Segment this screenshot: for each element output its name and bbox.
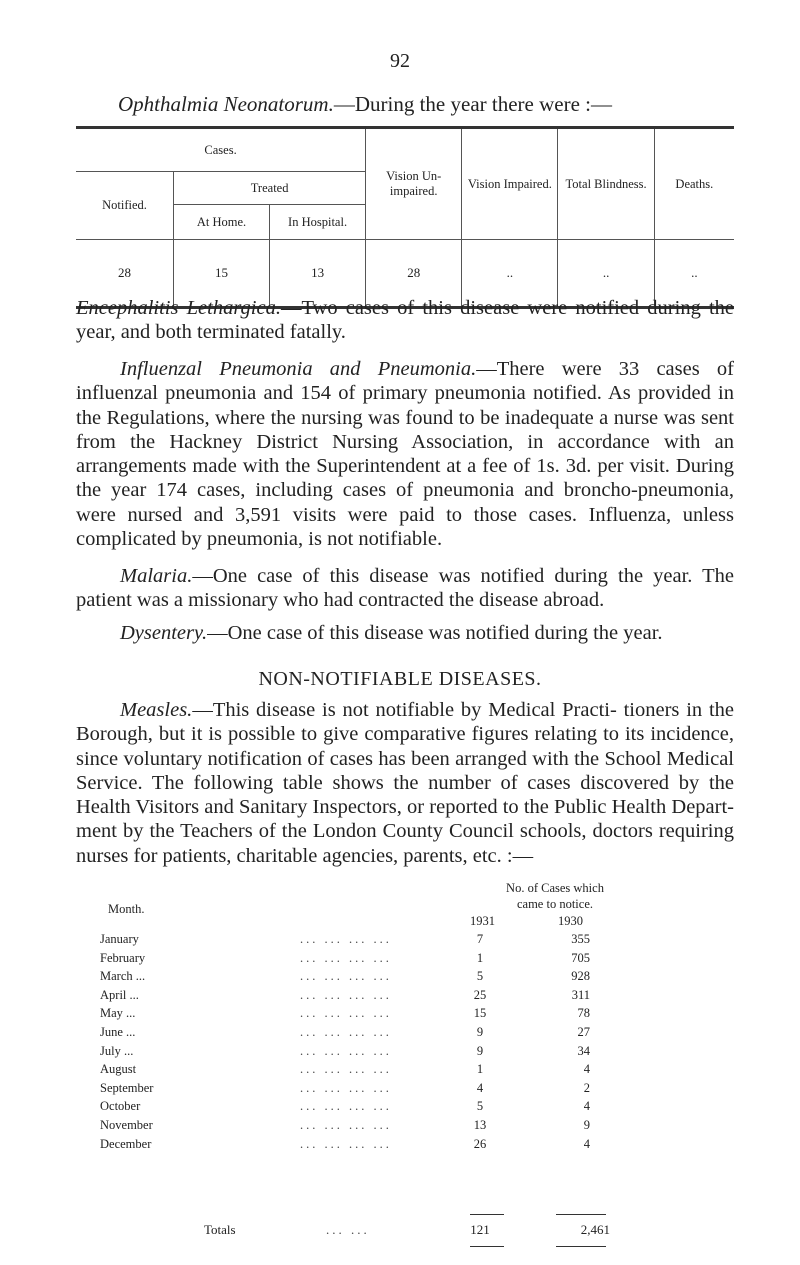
table-row [100, 951, 640, 969]
leader-dots: ... ... ... ... [300, 1080, 392, 1095]
ophthalmia-title: Ophthalmia Neonatorum. [118, 92, 334, 116]
bottom-rule-1930 [556, 1246, 606, 1247]
table-row [100, 1025, 640, 1043]
measles-text: —This disease is not notifiable by Medical Practi- tioners in the Borough, but it is possible to give comparative figures relating to its incidence, since voluntary notification of cases has been arranged with the School Medical Service. The following table shows the number of cases discovered by the Health Visitors and Sanitary Inspectors, or reported to the Public Health Depart- ment by the Teachers of the London County Council schools, doctors requiring nurses for patients, charitable agencies, parents, etc. :— [76, 699, 734, 867]
total-rule-1931 [470, 1214, 504, 1215]
month-cell: May ... [100, 1006, 136, 1021]
cases-1931-cell: 1 [476, 950, 484, 965]
header-vision-impaired: Vision Impaired. [462, 128, 558, 240]
dysentery-title: Dysentery. [120, 622, 208, 644]
pneumonia-text: —There were 33 cases of influenzal pneumonia and 154 of primary pneumonia notified. As provided in the Regulations, where the nursing was found to be inadequate a nurse was sent from the Hackney District Nursing Association, in accordance with an arrangements made with the Superintendent at a fee of 1s. 3d. per visit. During the year 174 cases, including cases of pneumonia and broncho-pneumonia, were nursed and 3,591 visits were paid to those cases. Influenza, unless complicated by pneumonia, is not notifiable. [76, 358, 734, 551]
ophthalmia-intro-text: —During the year there were :— [333, 92, 612, 116]
header-total-blindness: Total Blindness. [558, 128, 654, 240]
cases-1930-cell: 4 [583, 1062, 590, 1077]
cases-1931-cell: 9 [476, 1025, 484, 1039]
cases-1931-cell: 1 [476, 1062, 484, 1077]
leader-dots: ... ... ... ... [300, 1062, 392, 1077]
header-deaths: Deaths. [654, 128, 734, 240]
table-row [100, 988, 640, 1006]
total-1930: 2,461 [580, 1222, 610, 1237]
header-at-home: At Home. [174, 205, 270, 240]
leader-dots: ... ... ... ... [300, 932, 392, 946]
cases-1931-cell: 7 [476, 932, 484, 946]
ophthalmia-table [76, 126, 734, 309]
header-cases: Cases. [76, 128, 366, 172]
pneumonia-paragraph [76, 357, 734, 551]
table-row [100, 969, 640, 987]
table-row [100, 1081, 640, 1099]
month-cell: March ... [100, 969, 146, 984]
cases-1931-cell: 9 [476, 1043, 484, 1058]
month-cell: April ... [100, 987, 139, 1002]
dysentery-paragraph [76, 621, 734, 645]
cases-1931-cell: 5 [476, 969, 484, 984]
cases-1930-cell: 355 [571, 932, 590, 946]
cases-1930-cell: 9 [583, 1118, 590, 1132]
encephalitis-paragraph [76, 296, 734, 345]
cell-notified: 28 [118, 265, 132, 280]
cell-in-hospital: 13 [270, 240, 366, 308]
cases-1930-cell: 27 [577, 1025, 590, 1039]
total-1931: 121 [470, 1222, 490, 1237]
cases-1930-cell: 705 [571, 950, 590, 965]
total-rule-1930 [556, 1214, 606, 1215]
malaria-paragraph [76, 564, 734, 613]
table-row [100, 1062, 640, 1080]
table-row [100, 1006, 640, 1024]
month-cell: February [100, 950, 146, 965]
table-row [100, 1118, 640, 1136]
month-header: Month. [108, 902, 145, 916]
cases-1931-cell: 13 [473, 1118, 487, 1132]
header-treated: Treated [174, 172, 366, 205]
header-notified: Notified. [102, 198, 147, 212]
month-cell: January [100, 932, 139, 946]
bottom-rule-1931 [470, 1246, 504, 1247]
leader-dots: ... ... ... ... [300, 1099, 392, 1114]
month-cell: July ... [100, 1043, 134, 1058]
leader-dots: ... ... ... ... [300, 1118, 392, 1132]
leader-dots: ... ... ... ... [300, 1136, 392, 1151]
cell-vision-impaired: .. [462, 240, 558, 308]
month-cell: June ... [100, 1025, 136, 1039]
ophthalmia-intro [118, 92, 612, 117]
cases-header [455, 880, 655, 912]
table-row [100, 932, 640, 950]
totals-label: Totals [204, 1222, 236, 1237]
header-in-hospital: In Hospital. [270, 205, 366, 240]
cell-vision-unimpaired: 28 [366, 240, 462, 308]
cases-1930-cell: 311 [571, 987, 590, 1002]
leader-dots: ... ... ... ... [300, 969, 392, 984]
month-cell: October [100, 1099, 141, 1114]
encephalitis-text: —Two cases of this disease were notified during the year, and both terminated fatally. [76, 297, 734, 344]
header-vision-unimpaired: Vision Un- impaired. [366, 128, 462, 240]
cases-1931-cell: 26 [473, 1136, 487, 1151]
cases-1930-cell: 4 [583, 1136, 590, 1151]
cases-1930-cell: 2 [583, 1080, 590, 1095]
year-1931-header: 1931 [470, 914, 495, 928]
cases-1930-cell: 928 [571, 969, 590, 984]
cell-total-blindness: .. [558, 240, 654, 308]
leader-dots: ... ... ... ... [300, 950, 392, 965]
month-cell: September [100, 1080, 154, 1095]
section-heading: NON-NOTIFIABLE DISEASES. [258, 668, 542, 690]
cases-1931-cell: 25 [473, 987, 487, 1002]
measles-title: Measles. [120, 699, 193, 721]
cases-1931-cell: 4 [476, 1080, 484, 1095]
leader-dots: ... ... ... ... [300, 987, 392, 1002]
malaria-title: Malaria. [120, 565, 193, 587]
leader-dots: ... ... ... ... [300, 1006, 392, 1021]
cases-1931-cell: 5 [476, 1099, 484, 1114]
year-1930-header: 1930 [558, 914, 583, 928]
measles-paragraph [76, 698, 734, 868]
cases-header-line2: came to notice. [516, 897, 593, 911]
table-row [100, 1044, 640, 1062]
month-cell: November [100, 1118, 153, 1132]
dysentery-text: —One case of this disease was notified during the year. [207, 622, 663, 644]
cell-deaths: .. [654, 240, 734, 308]
leader-dots: ... ... ... ... [300, 1043, 392, 1058]
cell-at-home: 15 [174, 240, 270, 308]
month-cell: December [100, 1136, 152, 1151]
table-row [100, 1137, 640, 1155]
malaria-text: —One case of this disease was notified during the year. The patient was a missionary who had contracted the disease abroad. [76, 565, 734, 612]
cases-1930-cell: 4 [583, 1099, 590, 1114]
month-cell: August [100, 1062, 137, 1077]
table-row [100, 1099, 640, 1117]
cases-1931-cell: 15 [473, 1006, 487, 1021]
encephalitis-title: Encephalitis Lethargica. [76, 297, 281, 319]
page-number: 92 [390, 50, 410, 72]
pneumonia-title: Influenzal Pneumonia and Pneumonia. [120, 358, 477, 380]
cases-1930-cell: 78 [577, 1006, 590, 1021]
totals-dots: ... ... [326, 1222, 370, 1237]
cases-header-line1: No. of Cases which [506, 881, 604, 895]
leader-dots: ... ... ... ... [300, 1025, 392, 1039]
cases-1930-cell: 34 [577, 1043, 590, 1058]
